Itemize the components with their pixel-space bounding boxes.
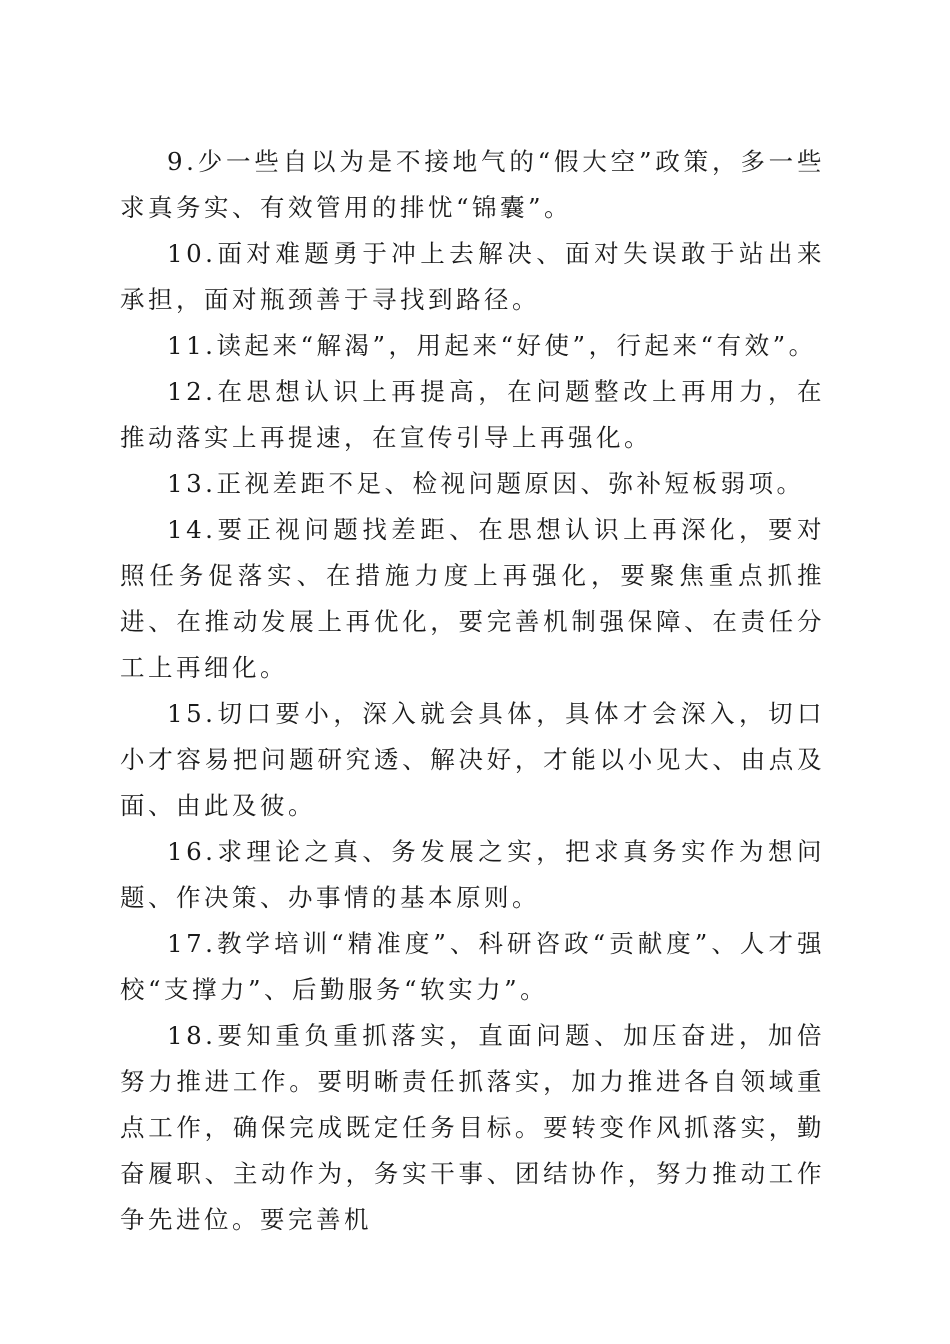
paragraph-14: 14.要正视问题找差距、在思想认识上再深化，要对照任务促落实、在措施力度上再强化，要聚焦重点抓推进、在推动发展上再优化，要完善机制强保障、在责任分工上再细化。 [120, 515, 825, 682]
paragraph-10: 10.面对难题勇于冲上去解决、面对失误敢于站出来承担，面对瓶颈善于寻找到路径。 [120, 239, 825, 314]
document-body [120, 139, 825, 1243]
paragraph-11: 11.读起来“解渴”，用起来“好使”，行起来“有效”。 [167, 331, 817, 360]
paragraph-18: 18.要知重负重抓落实，直面问题、加压奋进，加倍努力推进工作。要明晰责任抓落实，加力推进各自领域重点工作，确保完成既定任务目标。要转变作风抓落实，勤奋履职、主动作为，务实干事、团结协作，努力推动工作争先进位。要完善机 [120, 1021, 825, 1234]
paragraph-17: 17.教学培训“精准度”、科研咨政“贡献度”、人才强校“支撑力”、后勤服务“软实力”。 [120, 929, 825, 1004]
paragraph-9: 9.少一些自以为是不接地气的“假大空”政策，多一些求真务实、有效管用的排忧“锦囊”。 [120, 147, 825, 222]
paragraph-13: 13.正视差距不足、检视问题原因、弥补短板弱项。 [167, 469, 805, 498]
paragraph-15: 15.切口要小，深入就会具体，具体才会深入，切口小才容易把问题研究透、解决好，才能以小见大、由点及面、由此及彼。 [120, 699, 825, 820]
paragraph-12: 12.在思想认识上再提高，在问题整改上再用力，在推动落实上再提速，在宣传引导上再强化。 [120, 377, 825, 452]
paragraph-16: 16.求理论之真、务发展之实，把求真务实作为想问题、作决策、办事情的基本原则。 [120, 837, 825, 912]
